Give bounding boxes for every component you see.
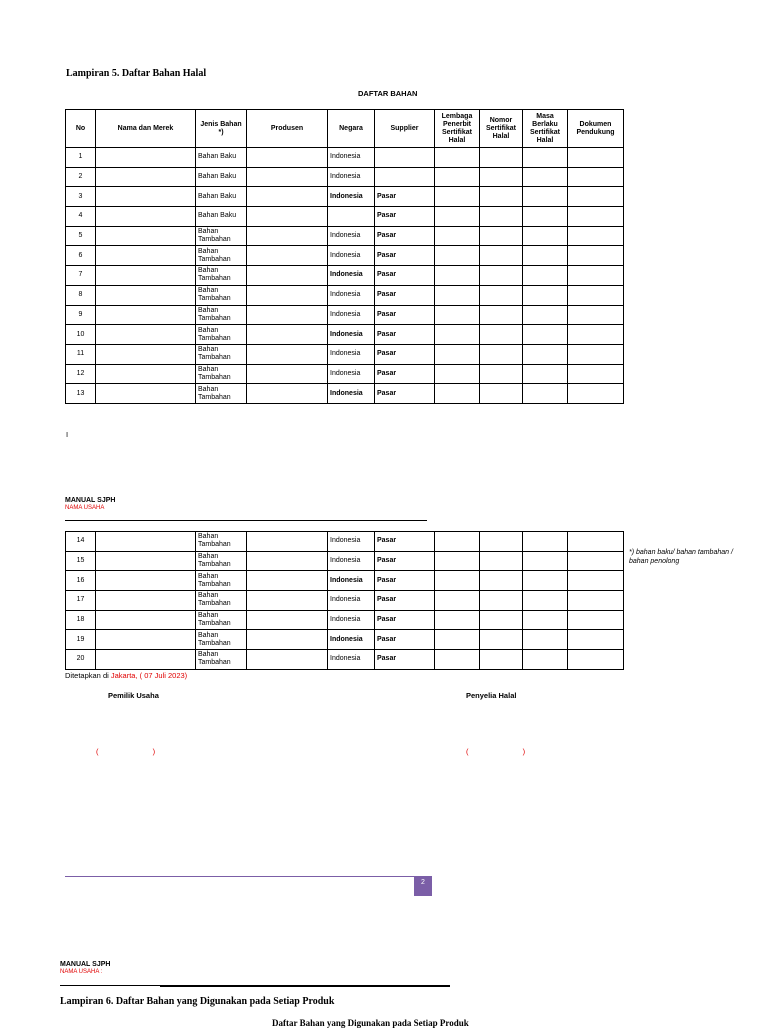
produsen-cell bbox=[247, 571, 328, 591]
produsen-cell bbox=[247, 285, 328, 305]
table-header-cell: Nomor Sertifikat Halal bbox=[480, 110, 523, 148]
negara-cell: Indonesia bbox=[328, 591, 375, 611]
row-number: 20 bbox=[66, 650, 96, 670]
row-number: 5 bbox=[66, 226, 96, 246]
jenis-bahan-cell: Bahan Baku bbox=[196, 207, 247, 227]
row-number: 3 bbox=[66, 187, 96, 207]
jenis-bahan-cell: Bahan Tambahan bbox=[196, 344, 247, 364]
lembaga-cell bbox=[435, 325, 480, 345]
row-number: 7 bbox=[66, 266, 96, 286]
lembaga-cell bbox=[435, 285, 480, 305]
dokumen-cell bbox=[568, 630, 624, 650]
lembaga-cell bbox=[435, 167, 480, 187]
masa-berlaku-cell bbox=[523, 630, 568, 650]
supplier-cell bbox=[375, 148, 435, 168]
supplier-cell: Pasar bbox=[375, 610, 435, 630]
lembaga-cell bbox=[435, 532, 480, 552]
dokumen-cell bbox=[568, 344, 624, 364]
nomor-sertifikat-cell bbox=[480, 344, 523, 364]
row-number: 17 bbox=[66, 591, 96, 611]
nomor-sertifikat-cell bbox=[480, 167, 523, 187]
nama-merek-cell bbox=[96, 187, 196, 207]
nama-merek-cell bbox=[96, 532, 196, 552]
dokumen-cell bbox=[568, 187, 624, 207]
dokumen-cell bbox=[568, 571, 624, 591]
table-header-cell: Lembaga Penerbit Sertifikat Halal bbox=[435, 110, 480, 148]
negara-cell: Indonesia bbox=[328, 571, 375, 591]
nama-merek-cell bbox=[96, 384, 196, 404]
nomor-sertifikat-cell bbox=[480, 532, 523, 552]
table-header-cell: No bbox=[66, 110, 96, 148]
table-row bbox=[66, 551, 624, 571]
row-number: 14 bbox=[66, 532, 96, 552]
supplier-cell: Pasar bbox=[375, 325, 435, 345]
negara-cell: Indonesia bbox=[328, 325, 375, 345]
nama-merek-cell bbox=[96, 364, 196, 384]
table-row bbox=[66, 650, 624, 670]
masa-berlaku-cell bbox=[523, 364, 568, 384]
table-row bbox=[66, 148, 624, 168]
produsen-cell bbox=[247, 187, 328, 207]
manual-sjph-header: MANUAL SJPH bbox=[65, 497, 116, 504]
nomor-sertifikat-cell bbox=[480, 187, 523, 207]
row-number: 9 bbox=[66, 305, 96, 325]
row-number: 2 bbox=[66, 167, 96, 187]
footer-rule bbox=[65, 876, 415, 877]
produsen-cell bbox=[247, 167, 328, 187]
negara-cell: Indonesia bbox=[328, 551, 375, 571]
nama-merek-cell bbox=[96, 285, 196, 305]
row-number: 12 bbox=[66, 364, 96, 384]
supplier-cell: Pasar bbox=[375, 285, 435, 305]
nama-merek-cell bbox=[96, 305, 196, 325]
jenis-bahan-cell: Bahan Tambahan bbox=[196, 610, 247, 630]
nomor-sertifikat-cell bbox=[480, 207, 523, 227]
supplier-cell: Pasar bbox=[375, 551, 435, 571]
nomor-sertifikat-cell bbox=[480, 650, 523, 670]
table-row bbox=[66, 167, 624, 187]
produsen-cell bbox=[247, 148, 328, 168]
jenis-bahan-cell: Bahan Tambahan bbox=[196, 364, 247, 384]
jenis-bahan-cell: Bahan Baku bbox=[196, 148, 247, 168]
jenis-bahan-cell: Bahan Tambahan bbox=[196, 630, 247, 650]
pemilik-usaha-label: Pemilik Usaha bbox=[108, 691, 159, 700]
negara-cell: Indonesia bbox=[328, 266, 375, 286]
produsen-cell bbox=[247, 591, 328, 611]
produsen-cell bbox=[247, 305, 328, 325]
header-rule-3b bbox=[160, 985, 450, 987]
dokumen-cell bbox=[568, 325, 624, 345]
negara-cell: Indonesia bbox=[328, 532, 375, 552]
dokumen-cell bbox=[568, 384, 624, 404]
masa-berlaku-cell bbox=[523, 532, 568, 552]
produsen-cell bbox=[247, 226, 328, 246]
table-row bbox=[66, 344, 624, 364]
negara-cell: Indonesia bbox=[328, 148, 375, 168]
lembaga-cell bbox=[435, 226, 480, 246]
nomor-sertifikat-cell bbox=[480, 266, 523, 286]
supplier-cell: Pasar bbox=[375, 266, 435, 286]
nama-merek-cell bbox=[96, 246, 196, 266]
nomor-sertifikat-cell bbox=[480, 571, 523, 591]
masa-berlaku-cell bbox=[523, 384, 568, 404]
dokumen-cell bbox=[568, 610, 624, 630]
nomor-sertifikat-cell bbox=[480, 285, 523, 305]
bahan-table-1 bbox=[65, 109, 624, 404]
supplier-cell: Pasar bbox=[375, 344, 435, 364]
lembaga-cell bbox=[435, 551, 480, 571]
negara-cell: Indonesia bbox=[328, 246, 375, 266]
nomor-sertifikat-cell bbox=[480, 246, 523, 266]
pemilik-signature-placeholder: ( ) bbox=[96, 747, 156, 756]
supplier-cell: Pasar bbox=[375, 207, 435, 227]
negara-cell: Indonesia bbox=[328, 167, 375, 187]
lembaga-cell bbox=[435, 187, 480, 207]
nomor-sertifikat-cell bbox=[480, 630, 523, 650]
row-number: 18 bbox=[66, 610, 96, 630]
dokumen-cell bbox=[568, 650, 624, 670]
row-number: 10 bbox=[66, 325, 96, 345]
nomor-sertifikat-cell bbox=[480, 325, 523, 345]
table-row bbox=[66, 591, 624, 611]
negara-cell: Indonesia bbox=[328, 650, 375, 670]
produsen-cell bbox=[247, 325, 328, 345]
table-row bbox=[66, 226, 624, 246]
lembaga-cell bbox=[435, 630, 480, 650]
masa-berlaku-cell bbox=[523, 226, 568, 246]
nama-merek-cell bbox=[96, 571, 196, 591]
table-header-row bbox=[66, 110, 624, 148]
supplier-cell: Pasar bbox=[375, 384, 435, 404]
supplier-cell: Pasar bbox=[375, 650, 435, 670]
produsen-cell bbox=[247, 384, 328, 404]
lembaga-cell bbox=[435, 344, 480, 364]
dokumen-cell bbox=[568, 305, 624, 325]
negara-cell bbox=[328, 207, 375, 227]
produsen-cell bbox=[247, 344, 328, 364]
jenis-bahan-cell: Bahan Tambahan bbox=[196, 532, 247, 552]
negara-cell: Indonesia bbox=[328, 364, 375, 384]
jenis-bahan-cell: Bahan Tambahan bbox=[196, 226, 247, 246]
masa-berlaku-cell bbox=[523, 305, 568, 325]
produsen-cell bbox=[247, 551, 328, 571]
masa-berlaku-cell bbox=[523, 148, 568, 168]
nama-merek-cell bbox=[96, 325, 196, 345]
stray-mark: I bbox=[66, 430, 69, 439]
penyelia-halal-label: Penyelia Halal bbox=[466, 691, 517, 700]
jenis-bahan-cell: Bahan Tambahan bbox=[196, 266, 247, 286]
produsen-cell bbox=[247, 630, 328, 650]
supplier-cell: Pasar bbox=[375, 591, 435, 611]
jenis-bahan-cell: Bahan Baku bbox=[196, 187, 247, 207]
table-header-cell: Negara bbox=[328, 110, 375, 148]
negara-cell: Indonesia bbox=[328, 305, 375, 325]
negara-cell: Indonesia bbox=[328, 630, 375, 650]
table-row bbox=[66, 325, 624, 345]
nama-merek-cell bbox=[96, 630, 196, 650]
manual-sjph-header-3: MANUAL SJPH bbox=[60, 961, 111, 968]
supplier-cell: Pasar bbox=[375, 226, 435, 246]
masa-berlaku-cell bbox=[523, 591, 568, 611]
table-row bbox=[66, 266, 624, 286]
table-row bbox=[66, 571, 624, 591]
row-number: 15 bbox=[66, 551, 96, 571]
masa-berlaku-cell bbox=[523, 325, 568, 345]
dokumen-cell bbox=[568, 285, 624, 305]
masa-berlaku-cell bbox=[523, 167, 568, 187]
negara-cell: Indonesia bbox=[328, 344, 375, 364]
negara-cell: Indonesia bbox=[328, 187, 375, 207]
nama-merek-cell bbox=[96, 551, 196, 571]
produsen-cell bbox=[247, 364, 328, 384]
lembaga-cell bbox=[435, 148, 480, 168]
masa-berlaku-cell bbox=[523, 187, 568, 207]
dokumen-cell bbox=[568, 364, 624, 384]
lampiran-6-title: Lampiran 6. Daftar Bahan yang Digunakan pada Setiap Produk bbox=[60, 996, 335, 1007]
nama-merek-cell bbox=[96, 610, 196, 630]
nama-merek-cell bbox=[96, 266, 196, 286]
table-header-cell: Supplier bbox=[375, 110, 435, 148]
supplier-cell: Pasar bbox=[375, 187, 435, 207]
masa-berlaku-cell bbox=[523, 207, 568, 227]
lembaga-cell bbox=[435, 364, 480, 384]
nama-merek-cell bbox=[96, 650, 196, 670]
nomor-sertifikat-cell bbox=[480, 610, 523, 630]
nama-merek-cell bbox=[96, 344, 196, 364]
table-row bbox=[66, 610, 624, 630]
lembaga-cell bbox=[435, 246, 480, 266]
dokumen-cell bbox=[568, 532, 624, 552]
table-row bbox=[66, 305, 624, 325]
dokumen-cell bbox=[568, 226, 624, 246]
lembaga-cell bbox=[435, 571, 480, 591]
table-header-cell: Nama dan Merek bbox=[96, 110, 196, 148]
jenis-bahan-cell: Bahan Tambahan bbox=[196, 551, 247, 571]
masa-berlaku-cell bbox=[523, 246, 568, 266]
table-header-cell: Produsen bbox=[247, 110, 328, 148]
header-rule-3a bbox=[60, 985, 160, 986]
supplier-cell: Pasar bbox=[375, 630, 435, 650]
nomor-sertifikat-cell bbox=[480, 591, 523, 611]
row-number: 11 bbox=[66, 344, 96, 364]
negara-cell: Indonesia bbox=[328, 285, 375, 305]
nama-merek-cell bbox=[96, 591, 196, 611]
produsen-cell bbox=[247, 610, 328, 630]
jenis-bahan-cell: Bahan Tambahan bbox=[196, 591, 247, 611]
lembaga-cell bbox=[435, 207, 480, 227]
nama-merek-cell bbox=[96, 148, 196, 168]
dokumen-cell bbox=[568, 148, 624, 168]
cut-off-table-title: Daftar Bahan yang Digunakan pada Setiap Produk bbox=[272, 1018, 469, 1028]
jenis-bahan-cell: Bahan Tambahan bbox=[196, 384, 247, 404]
table-title: DAFTAR BAHAN bbox=[358, 89, 418, 98]
masa-berlaku-cell bbox=[523, 650, 568, 670]
masa-berlaku-cell bbox=[523, 551, 568, 571]
row-number: 19 bbox=[66, 630, 96, 650]
table-row bbox=[66, 207, 624, 227]
supplier-cell: Pasar bbox=[375, 364, 435, 384]
dokumen-cell bbox=[568, 246, 624, 266]
row-number: 8 bbox=[66, 285, 96, 305]
lembaga-cell bbox=[435, 610, 480, 630]
lembaga-cell bbox=[435, 650, 480, 670]
jenis-bahan-cell: Bahan Tambahan bbox=[196, 246, 247, 266]
ditetapkan-label: Ditetapkan di bbox=[65, 671, 111, 680]
nomor-sertifikat-cell bbox=[480, 305, 523, 325]
jenis-bahan-footnote: *) bahan baku/ bahan tambahan / bahan penolong bbox=[629, 549, 733, 565]
header-rule bbox=[65, 520, 427, 521]
masa-berlaku-cell bbox=[523, 266, 568, 286]
supplier-cell: Pasar bbox=[375, 532, 435, 552]
nama-merek-cell bbox=[96, 226, 196, 246]
table-row bbox=[66, 630, 624, 650]
lembaga-cell bbox=[435, 591, 480, 611]
penyelia-signature-placeholder: ( ) bbox=[466, 747, 526, 756]
supplier-cell: Pasar bbox=[375, 246, 435, 266]
nomor-sertifikat-cell bbox=[480, 364, 523, 384]
jenis-bahan-cell: Bahan Tambahan bbox=[196, 285, 247, 305]
dokumen-cell bbox=[568, 266, 624, 286]
supplier-cell: Pasar bbox=[375, 571, 435, 591]
bahan-table-2 bbox=[65, 531, 624, 670]
table-row bbox=[66, 285, 624, 305]
table-row bbox=[66, 364, 624, 384]
nomor-sertifikat-cell bbox=[480, 551, 523, 571]
negara-cell: Indonesia bbox=[328, 384, 375, 404]
row-number: 13 bbox=[66, 384, 96, 404]
negara-cell: Indonesia bbox=[328, 610, 375, 630]
masa-berlaku-cell bbox=[523, 285, 568, 305]
dokumen-cell bbox=[568, 167, 624, 187]
produsen-cell bbox=[247, 532, 328, 552]
nama-merek-cell bbox=[96, 167, 196, 187]
lembaga-cell bbox=[435, 384, 480, 404]
ditetapkan-line bbox=[65, 671, 187, 680]
table-header-cell: Dokumen Pendukung bbox=[568, 110, 624, 148]
supplier-cell: Pasar bbox=[375, 305, 435, 325]
dokumen-cell bbox=[568, 207, 624, 227]
table-row bbox=[66, 384, 624, 404]
nomor-sertifikat-cell bbox=[480, 226, 523, 246]
masa-berlaku-cell bbox=[523, 571, 568, 591]
jenis-bahan-cell: Bahan Tambahan bbox=[196, 650, 247, 670]
table-row bbox=[66, 532, 624, 552]
produsen-cell bbox=[247, 266, 328, 286]
supplier-cell bbox=[375, 167, 435, 187]
lembaga-cell bbox=[435, 266, 480, 286]
dokumen-cell bbox=[568, 591, 624, 611]
table-header-cell: Masa Berlaku Sertifikat Halal bbox=[523, 110, 568, 148]
lampiran-5-title: Lampiran 5. Daftar Bahan Halal bbox=[66, 68, 207, 79]
nomor-sertifikat-cell bbox=[480, 384, 523, 404]
nama-usaha-label: NAMA USAHA bbox=[65, 505, 105, 511]
jenis-bahan-cell: Bahan Tambahan bbox=[196, 305, 247, 325]
produsen-cell bbox=[247, 650, 328, 670]
row-number: 4 bbox=[66, 207, 96, 227]
jenis-bahan-cell: Bahan Tambahan bbox=[196, 571, 247, 591]
produsen-cell bbox=[247, 207, 328, 227]
jenis-bahan-cell: Bahan Tambahan bbox=[196, 325, 247, 345]
row-number: 16 bbox=[66, 571, 96, 591]
row-number: 6 bbox=[66, 246, 96, 266]
jenis-bahan-cell: Bahan Baku bbox=[196, 167, 247, 187]
page-number-badge: 2 bbox=[414, 876, 432, 896]
lembaga-cell bbox=[435, 305, 480, 325]
nomor-sertifikat-cell bbox=[480, 148, 523, 168]
negara-cell: Indonesia bbox=[328, 226, 375, 246]
table-row bbox=[66, 187, 624, 207]
dokumen-cell bbox=[568, 551, 624, 571]
table-header-cell: Jenis Bahan *) bbox=[196, 110, 247, 148]
nama-usaha-label-3: NAMA USAHA : bbox=[60, 969, 103, 975]
produsen-cell bbox=[247, 246, 328, 266]
masa-berlaku-cell bbox=[523, 610, 568, 630]
row-number: 1 bbox=[66, 148, 96, 168]
masa-berlaku-cell bbox=[523, 344, 568, 364]
nama-merek-cell bbox=[96, 207, 196, 227]
ditetapkan-place-date: Jakarta, ( 07 Juli 2023) bbox=[110, 671, 188, 680]
table-row bbox=[66, 246, 624, 266]
